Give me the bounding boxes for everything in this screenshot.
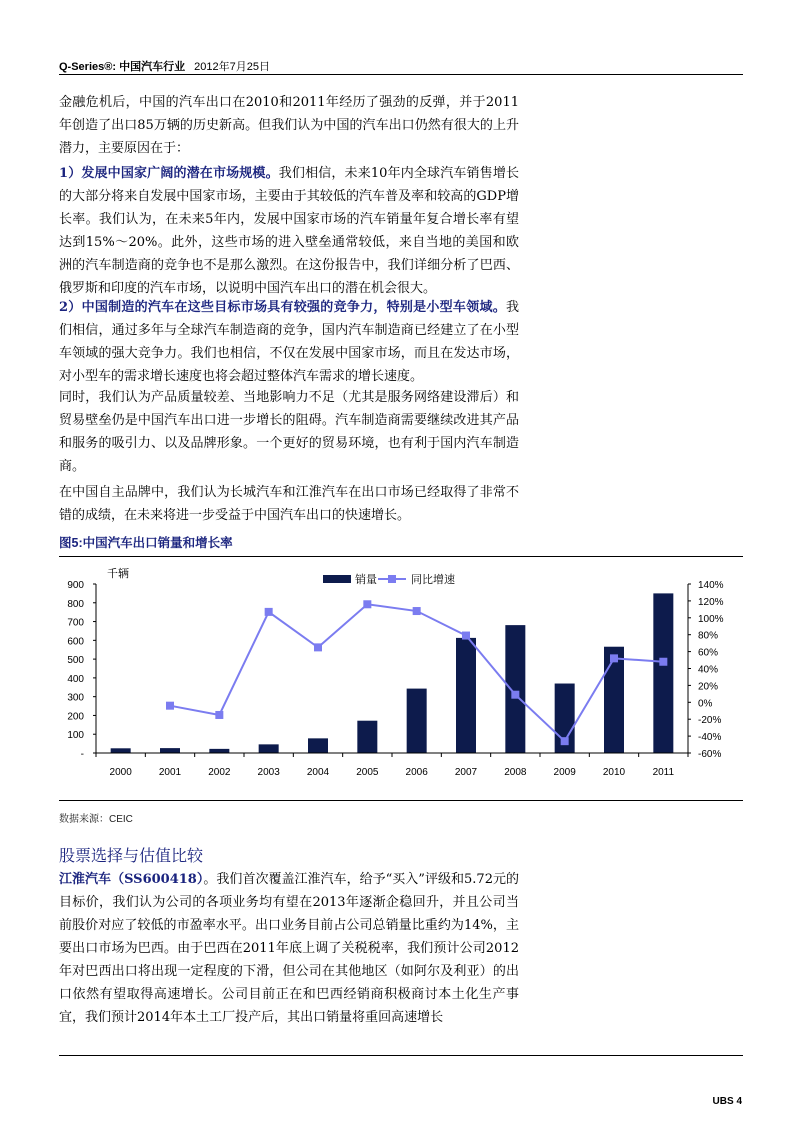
right-axis-tick-label: 60% [698, 647, 719, 659]
bar-2011 [653, 593, 673, 753]
page-footer: UBS 4 [712, 1096, 742, 1107]
left-axis-tick-label: 800 [67, 598, 84, 610]
x-axis-label: 2010 [602, 767, 626, 778]
bar-2000 [111, 748, 131, 753]
header-rule [59, 74, 743, 75]
paragraph-4: 在中国自主品牌中，我们认为长城汽车和江淮汽车在出口市场已经取得了非常不错的成绩，在未来将进一步受益于中国汽车出口的快速增长。 [59, 485, 519, 523]
right-axis-tick-label: 20% [698, 681, 719, 693]
x-axis-label: 2004 [306, 767, 330, 778]
right-axis-tick-label: 100% [698, 613, 724, 625]
right-axis [688, 580, 724, 760]
x-axis-label: 2006 [405, 767, 428, 778]
bar-2004 [308, 738, 328, 753]
right-axis-tick-label: 40% [698, 664, 719, 676]
figure-title: 图5:中国汽车出口销量和增长率 [59, 536, 233, 550]
growth-point-2008 [511, 691, 519, 699]
stock-paragraph [59, 868, 519, 1029]
right-axis-tick-label: 140% [698, 580, 724, 591]
left-axis-tick-label: 600 [67, 636, 84, 648]
left-axis-tick-label: 700 [67, 617, 84, 629]
x-axis-label: 2001 [158, 767, 182, 778]
legend-line-marker [388, 575, 396, 583]
x-axis-label: 2005 [356, 767, 379, 778]
bar-series [111, 593, 674, 753]
point-2-paragraph [59, 296, 519, 388]
right-axis-tick-label: -40% [698, 732, 722, 744]
legend-bar-label: 销量 [355, 574, 377, 586]
growth-point-2003 [265, 608, 273, 616]
x-axis-label: 2002 [208, 767, 231, 778]
growth-point-2001 [166, 702, 174, 710]
bar-2001 [160, 748, 180, 753]
x-axis-label: 2008 [504, 767, 527, 778]
growth-point-2007 [462, 632, 470, 640]
right-axis-tick-label: 0% [698, 698, 713, 710]
point-1-body: 我们相信，未来10年内全球汽车销售增长的大部分将来自发展中国家市场，主要由于其较低的汽车普及率和较高的GDP增长率。我们认为，在未来5年内，发展中国家市场的汽车销量年复合增长率有望达到15%～20%。此外，这些市场的进入壁垒通常较低，来自当地的美国和欧洲的汽车制造商的竞争也不是那么激烈。在这份报告中，我们详细分析了巴西、俄罗斯和印度的汽车市场，以说明中国汽车出口的潜在机会很大。 [59, 166, 519, 296]
stock-body: 。我们首次覆盖江淮汽车，给予“买入”评级和5.72元的目标价，我们认为公司的各项业务均有望在2013年逐渐企稳回升，并且公司当前股价对应了较低的市盈率水平。出口业务目前占公司总销量比重约为14%，主要出口市场为巴西。由于巴西在2011年底上调了关税税率，我们预计公司2012年对巴西出口将出现一定程度的下滑，但公司在其他地区（如阿尔及利亚）的出口依然有望取得高速增长。公司目前正在和巴西经销商积极商讨本土化生产事宜，我们预计2014年本土工厂投产后，其出口销量将重回高速增长 [59, 872, 519, 1025]
left-axis-tick-label: 500 [67, 655, 84, 667]
right-axis-tick-label: -20% [698, 715, 722, 727]
point-1-paragraph [59, 162, 519, 300]
intro-paragraph: 金融危机后，中国的汽车出口在2010和2011年经历了强劲的反弹，并于2011年创造了出口85万辆的历史新高。但我们认为中国的汽车出口仍然有很大的上升潜力，主要原因在于： [59, 95, 519, 156]
legend-bar-swatch [323, 575, 351, 583]
growth-point-2010 [610, 654, 618, 662]
header-date: 2012年7月25日 [194, 61, 270, 73]
legend-line-label: 同比增速 [411, 574, 455, 586]
bar-2007 [456, 638, 476, 753]
growth-point-2002 [215, 711, 223, 719]
x-axis-label: 2009 [553, 767, 576, 778]
chart-legend [323, 572, 455, 586]
header-series: Q-Series®: 中国汽车行业 [59, 61, 186, 73]
left-axis-tick-label: 400 [67, 673, 84, 685]
figure-source: 数据来源：CEIC [59, 814, 133, 825]
footer-rule [59, 1055, 743, 1056]
left-axis [67, 580, 96, 760]
bar-2005 [357, 721, 377, 753]
x-axis-label: 2000 [109, 767, 132, 778]
x-axis [96, 753, 688, 778]
section-title: 股票选择与估值比较 [59, 846, 204, 865]
bar-2006 [407, 689, 427, 753]
left-axis-tick-label: 300 [67, 692, 84, 704]
left-axis-tick-label: 100 [67, 730, 84, 742]
figure-top-rule [59, 556, 743, 557]
x-axis-label: 2003 [257, 767, 280, 778]
bar-2002 [209, 749, 229, 753]
page-header [59, 58, 270, 74]
right-axis-tick-label: 120% [698, 596, 724, 608]
paragraph-3: 同时，我们认为产品质量较差、当地影响力不足（尤其是服务网络建设滞后）和贸易壁垒仍是中国汽车出口进一步增长的阻碍。汽车制造商需要继续改进其产品和服务的吸引力、以及品牌形象。一个更好的贸易环境，也有利于国内汽车制造商。 [59, 390, 519, 474]
unit-label: 千辆 [107, 568, 129, 580]
stock-lead: 江淮汽车（SS600418） [59, 872, 204, 887]
growth-point-2005 [363, 600, 371, 608]
growth-point-2011 [659, 658, 667, 666]
left-axis-tick-label: 900 [67, 580, 84, 591]
x-axis-label: 2007 [454, 767, 478, 778]
x-axis-label: 2011 [652, 767, 675, 778]
bar-2008 [505, 625, 525, 753]
right-axis-tick-label: -60% [698, 749, 722, 760]
bar-2003 [259, 744, 279, 753]
growth-point-2009 [561, 737, 569, 745]
point-1-lead: 1）发展中国家广阔的潜在市场规模。 [59, 166, 279, 181]
bar-2010 [604, 647, 624, 753]
figure-bottom-rule [59, 800, 743, 801]
left-axis-tick-label: 200 [67, 711, 84, 723]
left-axis-tick-label: - [80, 749, 84, 760]
growth-point-2006 [413, 607, 421, 615]
right-axis-tick-label: 80% [698, 630, 719, 642]
point-2-body: 我们相信，通过多年与全球汽车制造商的竞争，国内汽车制造商已经建立了在小型车领域的强大竞争力。我们也相信，不仅在发展中国家市场，而且在发达市场，对小型车的需求增长速度也将会超过整体汽车需求的增长速度。 [59, 300, 519, 384]
growth-point-2004 [314, 643, 322, 651]
point-2-lead: 2）中国制造的汽车在这些目标市场具有较强的竞争力，特别是小型车领域。 [59, 300, 506, 315]
export-chart [0, 558, 802, 798]
